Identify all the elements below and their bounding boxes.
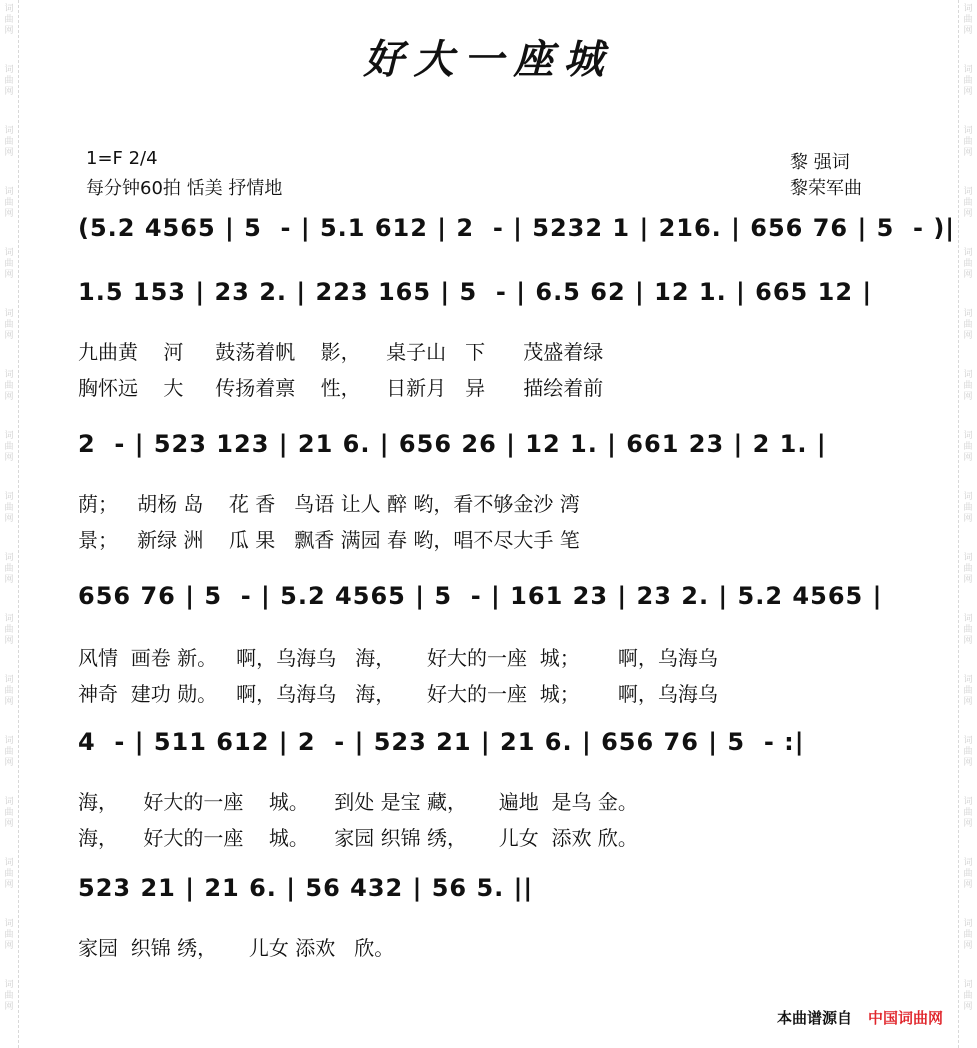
watermark-text: 词 曲 网 — [963, 309, 973, 341]
source-label: 本曲谱源自 — [776, 1009, 852, 1027]
watermark-text: 词 曲 网 — [4, 797, 14, 829]
watermark-text: 词 曲 网 — [4, 858, 14, 890]
source-credit — [777, 1007, 943, 1028]
watermark-text: 词 曲 网 — [963, 126, 973, 158]
notation-row-3: 2 - | 523 123 | 21 6. | 656 26 | 12 1. | 661 23 | 2 1. | — [78, 430, 827, 458]
watermark-text: 词 曲 网 — [963, 858, 973, 890]
lyric-row-3-verse-1: 荫； 胡杨 岛 花 香 鸟语 让人 醉 哟，看不够金沙 湾 — [78, 492, 580, 516]
lyric-row-3-verse-2: 景； 新绿 洲 瓜 果 飘香 满园 春 哟，唱不尽大手 笔 — [78, 528, 580, 552]
watermark-text: 词 曲 网 — [963, 248, 973, 280]
watermark-text: 词 曲 网 — [963, 65, 973, 97]
watermark-text: 词 曲 网 — [963, 4, 973, 36]
watermark-text: 词 曲 网 — [963, 370, 973, 402]
watermark-text: 词 曲 网 — [4, 492, 14, 524]
notation-row-4: 656 76 | 5 - | 5.2 4565 | 5 - | 161 23 | 23 2. | 5.2 4565 | — [78, 582, 883, 610]
watermark-text: 词 曲 网 — [4, 614, 14, 646]
notation-row-5: 4 - | 511 612 | 2 - | 523 21 | 21 6. | 656 76 | 5 - :| — [78, 728, 805, 756]
watermark-text: 词 曲 网 — [4, 675, 14, 707]
watermark-text: 词 曲 网 — [4, 187, 14, 219]
lyric-row-5-verse-2: 海， 好大的一座 城。 家园 织锦 绣， 儿女 添欢 欣。 — [78, 826, 638, 850]
right-watermark-strip — [958, 0, 977, 1048]
watermark-text: 词 曲 网 — [963, 187, 973, 219]
watermark-text: 词 曲 网 — [4, 4, 14, 36]
watermark-text: 词 曲 网 — [4, 431, 14, 463]
lyric-row-5-verse-1: 海， 好大的一座 城。 到处 是宝 藏， 遍地 是乌 金。 — [78, 790, 638, 814]
watermark-text: 词 曲 网 — [4, 65, 14, 97]
watermark-text: 词 曲 网 — [4, 919, 14, 951]
watermark-text: 词 曲 网 — [963, 919, 973, 951]
watermark-text: 词 曲 网 — [963, 980, 973, 1012]
watermark-text: 词 曲 网 — [963, 431, 973, 463]
lyric-row-2-verse-1: 九曲黄 河 鼓荡着帆 影， 桌子山 下 茂盛着绿 — [78, 340, 604, 364]
composer-credit: 黎荣军曲 — [790, 178, 862, 199]
watermark-text: 词 曲 网 — [963, 736, 973, 768]
watermark-text: 词 曲 网 — [4, 126, 14, 158]
watermark-text: 词 曲 网 — [4, 248, 14, 280]
watermark-text: 词 曲 网 — [4, 553, 14, 585]
watermark-text: 词 曲 网 — [963, 492, 973, 524]
key-time-signature: 1=F 2/4 — [86, 148, 158, 169]
notation-row-1: (5.2 4565 | 5 - | 5.1 612 | 2 - | 5232 1 | 216. | 656 76 | 5 - )| — [78, 214, 956, 242]
notation-row-6: 523 21 | 21 6. | 56 432 | 56 5. || — [78, 874, 534, 902]
source-site-link[interactable]: 中国词曲网 — [867, 1009, 943, 1027]
watermark-text: 词 曲 网 — [963, 553, 973, 585]
left-watermark-strip — [0, 0, 19, 1048]
lyricist-credit: 黎 强词 — [790, 152, 850, 173]
watermark-text: 词 曲 网 — [4, 980, 14, 1012]
lyric-row-4-verse-2: 神奇 建功 勋。 啊，乌海乌 海， 好大的一座 城； 啊，乌海乌 — [78, 682, 718, 706]
watermark-text: 词 曲 网 — [4, 370, 14, 402]
watermark-text: 词 曲 网 — [963, 614, 973, 646]
tempo-marking: 每分钟60拍 恬美 抒情地 — [86, 178, 283, 199]
lyric-row-6-verse-1: 家园 织锦 绣， 儿女 添欢 欣。 — [78, 936, 395, 960]
lyric-row-4-verse-1: 风情 画卷 新。 啊，乌海乌 海， 好大的一座 城； 啊，乌海乌 — [78, 646, 718, 670]
watermark-text: 词 曲 网 — [963, 797, 973, 829]
page-title: 好大一座城 — [363, 36, 614, 83]
watermark-text: 词 曲 网 — [963, 675, 973, 707]
watermark-text: 词 曲 网 — [4, 309, 14, 341]
notation-row-2: 1.5 153 | 23 2. | 223 165 | 5 - | 6.5 62 | 12 1. | 665 12 | — [78, 278, 873, 306]
lyric-row-2-verse-2: 胸怀远 大 传扬着禀 性， 日新月 异 描绘着前 — [78, 376, 604, 400]
watermark-text: 词 曲 网 — [4, 736, 14, 768]
